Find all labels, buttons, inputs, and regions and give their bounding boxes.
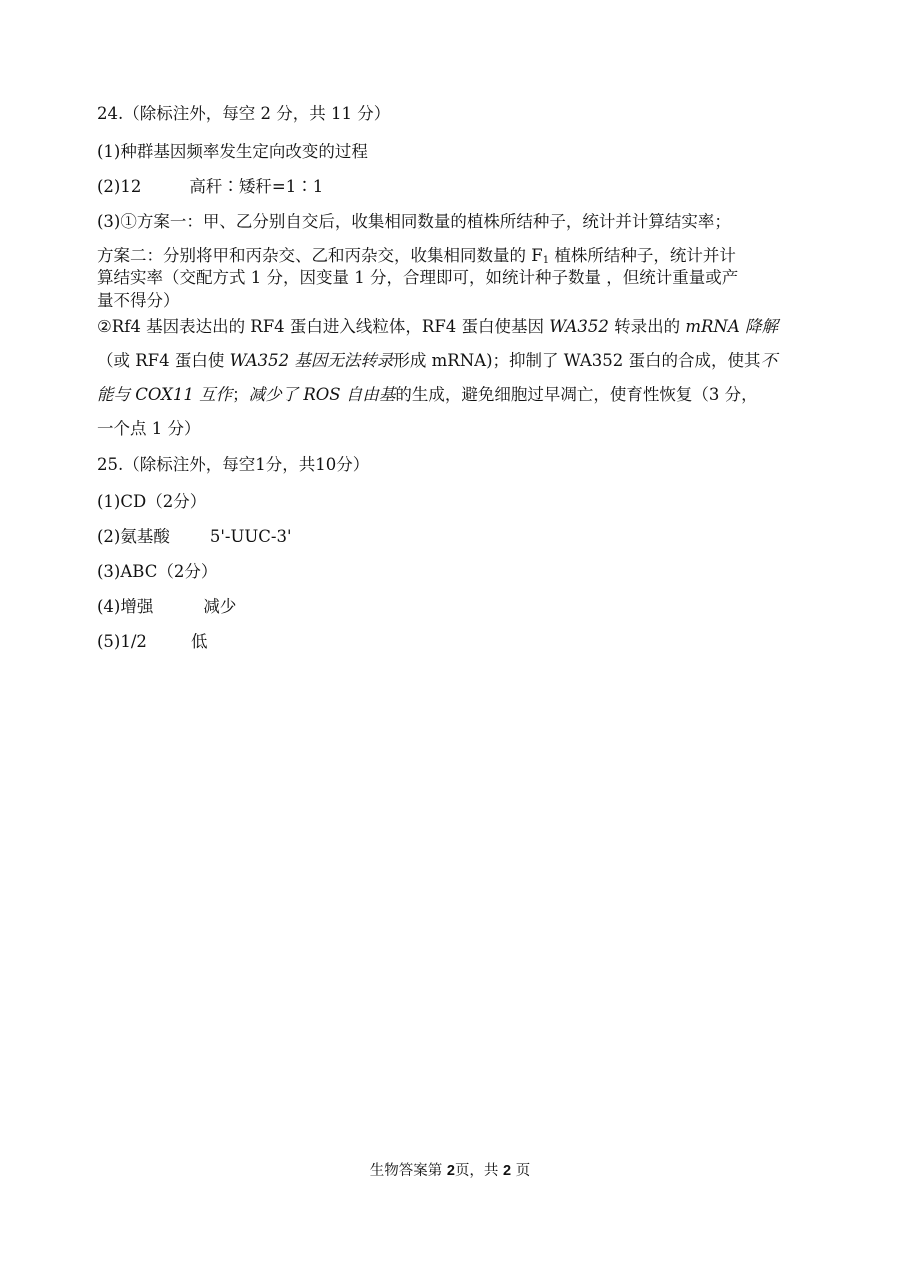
q25-answer-2-label: (2)氨基酸 bbox=[97, 527, 170, 546]
q24-answer-2-ratio: 高秆∶矮秆=1∶1 bbox=[189, 177, 324, 196]
footer-total-pages: 2 bbox=[503, 1163, 512, 1179]
q25-answer-4-label: (4)增强 bbox=[97, 597, 154, 616]
italic-segment: 能与 COX11 互作 bbox=[97, 385, 233, 404]
q24-answer-1: (1)种群基因频率发生定向改变的过程 bbox=[97, 142, 368, 161]
q24-answer-3-line-2-post: 植株所结种子，统计并计 bbox=[549, 246, 736, 265]
text-segment: ②Rf4 基因表达出的 RF4 蛋白进入线粒体，RF4 蛋白使基因 bbox=[97, 317, 550, 336]
q24-header: 24.（除标注外，每空 2 分，共 11 分） bbox=[97, 104, 391, 123]
q25-answer-1: (1)CD（2分） bbox=[97, 492, 207, 511]
text-segment: 的生成，避免细胞过早凋亡，使育性恢复（3 分， bbox=[395, 385, 758, 404]
q24-answer-2-num: (2)12 bbox=[97, 177, 142, 196]
q25-answer-5 bbox=[97, 631, 207, 653]
page-footer bbox=[0, 1161, 900, 1181]
q24-answer-2 bbox=[97, 176, 323, 198]
text-segment: ； bbox=[232, 385, 249, 404]
text-segment: 转录出的 bbox=[608, 317, 686, 336]
text-segment: （或 RF4 蛋白使 bbox=[97, 351, 230, 370]
q24-answer-3-line-1: (3)①方案一：甲、乙分别自交后，收集相同数量的植株所结种子，统计并计算结实率； bbox=[97, 212, 731, 231]
q24-answer-3-line-7 bbox=[97, 384, 758, 406]
q24-answer-3-line-5 bbox=[97, 316, 778, 338]
q24-answer-3-line-3: 算结实率（交配方式 1 分，因变量 1 分，合理即可，如统计种子数量 ，但统计重量或产 bbox=[97, 268, 739, 287]
italic-segment: 减少了 ROS 自由基 bbox=[248, 385, 396, 404]
text-segment: 形成 mRNA)；抑制了 WA352 蛋白的合成，使其 bbox=[393, 351, 761, 370]
q25-answer-4-value: 减少 bbox=[203, 597, 237, 616]
footer-text: 生物答案第 bbox=[369, 1163, 447, 1179]
footer-page-number: 2 bbox=[446, 1163, 455, 1179]
q24-answer-3-line-8: 一个点 1 分） bbox=[97, 419, 201, 438]
q25-answer-4 bbox=[97, 596, 236, 618]
q25-answer-3: (3)ABC（2分） bbox=[97, 562, 218, 581]
q25-answer-5-value: 低 bbox=[190, 632, 208, 651]
italic-segment: WA352 bbox=[549, 317, 609, 336]
q24-answer-3-line-2-pre: 方案二：分别将甲和丙杂交、乙和丙杂交，收集相同数量的 F bbox=[97, 246, 543, 265]
q25-answer-5-label: (5)1/2 bbox=[97, 632, 147, 651]
italic-segment: WA352 基因无法转录 bbox=[229, 351, 394, 370]
q25-answer-2-value: 5'-UUC-3' bbox=[209, 527, 292, 546]
footer-text: 页，共 bbox=[454, 1163, 504, 1179]
f1-subscript: 1 bbox=[542, 255, 550, 266]
italic-segment: mRNA 降解 bbox=[685, 317, 779, 336]
q24-answer-3-line-4: 量不得分） bbox=[97, 291, 180, 310]
footer-text: 页 bbox=[511, 1163, 531, 1179]
italic-segment: 不 bbox=[760, 351, 778, 370]
q24-answer-3-line-2 bbox=[97, 245, 736, 267]
q24-answer-3-line-6 bbox=[97, 350, 777, 372]
q25-header: 25.（除标注外，每空1分，共10分） bbox=[97, 455, 370, 474]
q25-answer-2 bbox=[97, 526, 292, 548]
